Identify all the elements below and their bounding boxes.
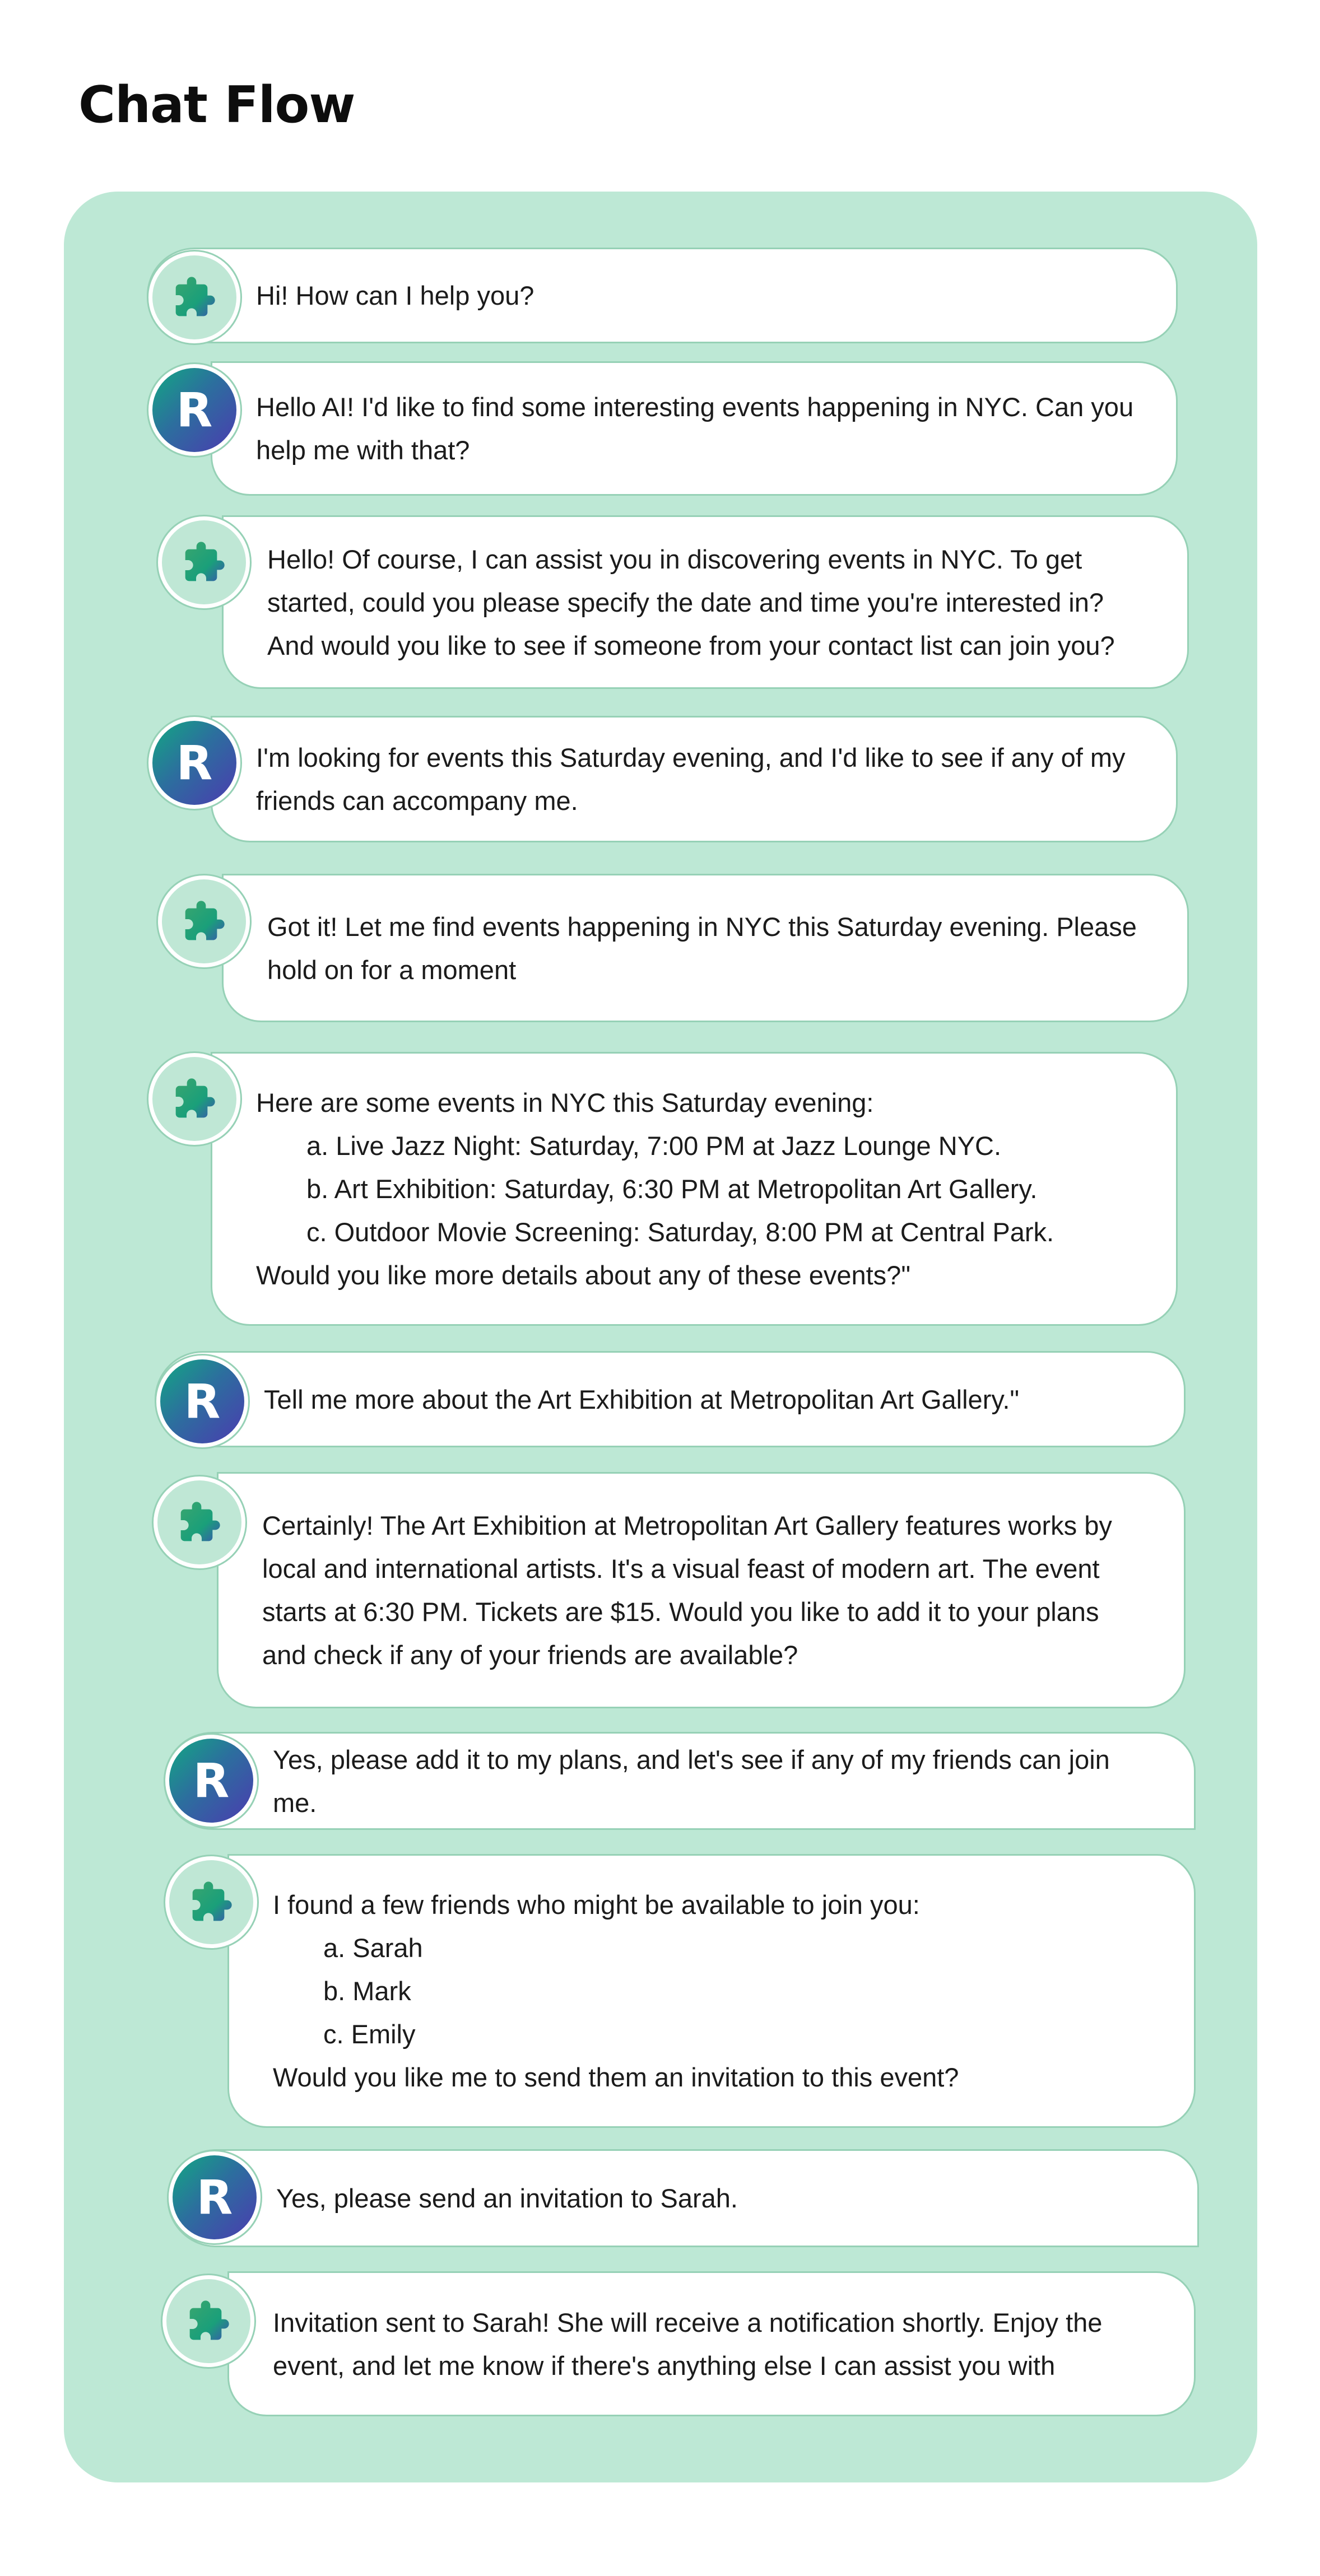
message-line: Would you like more details about any of these events?"	[256, 1260, 911, 1290]
message-bubble	[227, 2271, 1196, 2416]
message-bubble	[167, 2149, 1199, 2247]
message-bubble	[222, 515, 1189, 689]
user-avatar	[167, 2150, 262, 2245]
puzzle-piece-icon	[186, 2299, 231, 2344]
message-bubble	[211, 1052, 1178, 1326]
message-line: Hello! Of course, I can assist you in discovering events in NYC. To get	[267, 544, 1082, 574]
assistant-avatar	[156, 874, 252, 969]
message-line: Here are some events in NYC this Saturday evening:	[256, 1088, 874, 1117]
message-line: Would you like me to send them an invitation to this event?	[273, 2062, 959, 2092]
assistant-avatar	[152, 1475, 247, 1570]
user-avatar	[147, 715, 242, 810]
puzzle-piece-icon	[172, 275, 217, 320]
message-line: event, and let me know if there's anything else I can assist you with	[273, 2350, 1056, 2381]
message-line: c. Outdoor Movie Screening: Saturday, 8:00 PM at Central Park.	[306, 1217, 1054, 1247]
user-avatar	[155, 1354, 250, 1449]
message-line: Yes, please add it to my plans, and let's see if any of my friends can join me.	[273, 1744, 1110, 1818]
message-bubble	[155, 1351, 1186, 1447]
message-bubble	[211, 716, 1178, 842]
message-bubble	[227, 1854, 1196, 2128]
message-line: Invitation sent to Sarah! She will receive a notification shortly. Enjoy the	[273, 2307, 1103, 2337]
puzzle-piece-icon	[172, 1077, 217, 1121]
message-line: b. Art Exhibition: Saturday, 6:30 PM at Metropolitan Art Gallery.	[306, 1174, 1038, 1204]
assistant-avatar	[147, 250, 242, 345]
message-bubble	[217, 1472, 1186, 1708]
assistant-avatar	[161, 2274, 256, 2369]
assistant-avatar	[164, 1855, 259, 1950]
page-title: Chat Flow	[78, 76, 355, 134]
message-line: b. Mark	[323, 1976, 411, 2006]
message-line: starts at 6:30 PM. Tickets are $15. Would you like to add it to your plans	[262, 1597, 1099, 1627]
message-line: Hi! How can I help you?	[256, 281, 534, 310]
puzzle-piece-icon	[189, 1880, 234, 1925]
avatar-initial: R	[176, 735, 213, 790]
message-bubble	[222, 874, 1189, 1022]
message-line: help me with that?	[256, 435, 470, 465]
message-line: hold on for a moment	[267, 954, 517, 985]
message-line: a. Sarah	[323, 1933, 423, 1963]
user-avatar	[147, 362, 242, 458]
message-line: And would you like to see if someone from your contact list can join you?	[267, 630, 1115, 660]
message-line: I'm looking for events this Saturday evening, and I'd like to see if any of my	[256, 743, 1126, 772]
message-line: Yes, please send an invitation to Sarah.	[276, 2183, 738, 2213]
puzzle-piece-icon	[182, 540, 226, 585]
message-line: started, could you please specify the date and time you're interested in?	[267, 587, 1104, 617]
message-bubble	[164, 1732, 1196, 1830]
user-avatar	[164, 1733, 259, 1828]
puzzle-piece-icon	[177, 1500, 222, 1545]
message-line: a. Live Jazz Night: Saturday, 7:00 PM at Jazz Lounge NYC.	[306, 1131, 1002, 1161]
avatar-initial: R	[196, 2170, 233, 2225]
assistant-avatar	[147, 1051, 242, 1147]
message-line: Tell me more about the Art Exhibition at Metropolitan Art Gallery."	[264, 1384, 1020, 1414]
message-line: and check if any of your friends are available?	[262, 1640, 798, 1670]
puzzle-piece-icon	[182, 899, 226, 944]
message-line: I found a few friends who might be available to join you:	[273, 1890, 920, 1920]
message-line: c. Emily	[323, 2019, 416, 2049]
avatar-initial: R	[184, 1374, 221, 1429]
message-line: Hello AI! I'd like to find some interesting events happening in NYC. Can you	[256, 392, 1134, 422]
message-line: Got it! Let me find events happening in NYC this Saturday evening. Please	[267, 911, 1137, 942]
avatar-initial: R	[193, 1753, 230, 1808]
message-bubble	[211, 361, 1178, 496]
message-line: friends can accompany me.	[256, 786, 578, 816]
message-line: Certainly! The Art Exhibition at Metropolitan Art Gallery features works by	[262, 1511, 1112, 1540]
assistant-avatar	[156, 515, 252, 610]
message-bubble	[147, 248, 1178, 343]
avatar-initial: R	[176, 383, 213, 437]
message-line: local and international artists. It's a visual feast of modern art. The event	[262, 1554, 1100, 1583]
